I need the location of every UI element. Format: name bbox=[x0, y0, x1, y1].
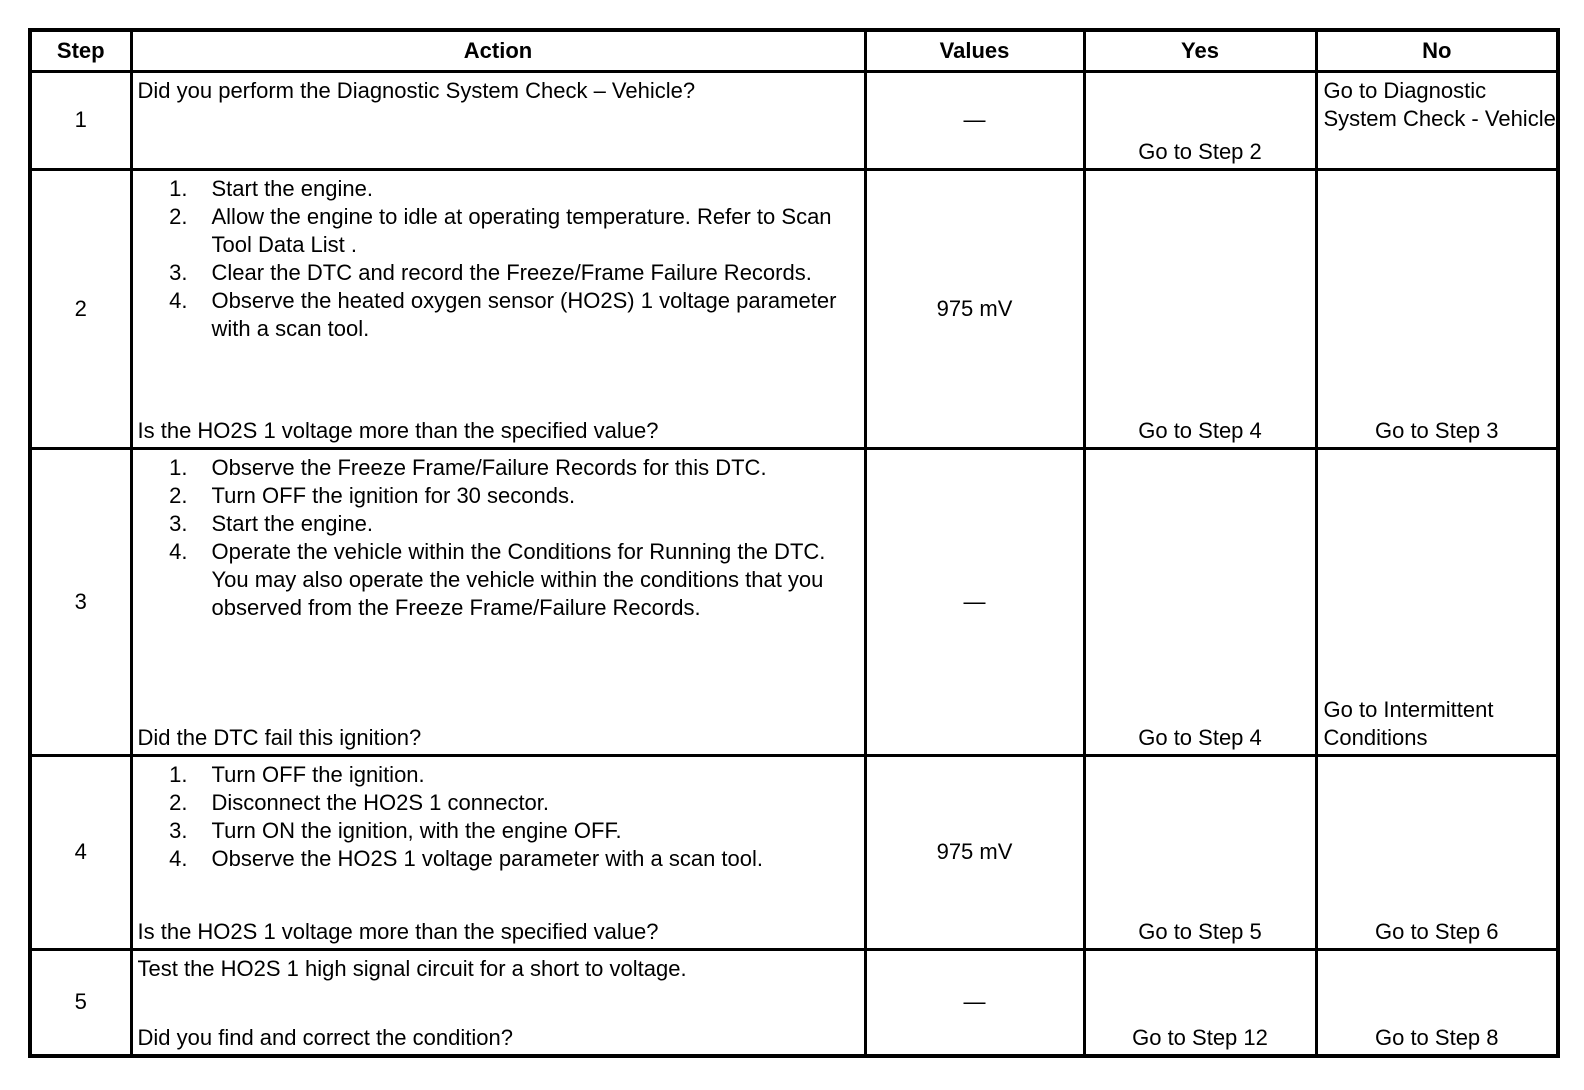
no-cell: Go to Step 8 bbox=[1316, 949, 1558, 1056]
substep-number: 2. bbox=[169, 789, 188, 815]
step-number: 5 bbox=[30, 949, 131, 1056]
table-row bbox=[30, 71, 1558, 169]
table-row bbox=[30, 949, 1558, 1056]
substep-number: 2. bbox=[169, 203, 188, 229]
step-number: 2 bbox=[30, 169, 131, 448]
list-item bbox=[138, 259, 860, 287]
table-row bbox=[30, 448, 1558, 755]
header-step: Step bbox=[30, 30, 131, 71]
action-cell bbox=[131, 448, 865, 755]
list-item bbox=[138, 538, 860, 622]
list-item bbox=[138, 482, 860, 510]
action-cell bbox=[131, 755, 865, 949]
substep-text: Disconnect the HO2S 1 connector. bbox=[211, 789, 550, 815]
substep-text: Operate the vehicle within the Conditions for Running the DTC. You may also operate the vehicle within the conditions that you observed from the Freeze Frame/Failure Records. bbox=[211, 538, 826, 620]
list-item bbox=[138, 510, 860, 538]
list-item bbox=[138, 203, 860, 259]
list-item bbox=[138, 789, 860, 817]
yes-cell: Go to Step 2 bbox=[1084, 71, 1316, 169]
substep-text: Observe the heated oxygen sensor (HO2S) 1 voltage parameter with a scan tool. bbox=[211, 287, 837, 341]
no-cell: Go to Diagnostic System Check - Vehicle bbox=[1316, 71, 1558, 169]
header-action: Action bbox=[131, 30, 865, 71]
action-question: Is the HO2S 1 voltage more than the specified value? bbox=[137, 918, 659, 944]
action-instruction: Did you perform the Diagnostic System Check – Vehicle? bbox=[137, 77, 696, 103]
table-row bbox=[30, 755, 1558, 949]
action-cell bbox=[131, 169, 865, 448]
substep-text: Observe the HO2S 1 voltage parameter with a scan tool. bbox=[211, 845, 764, 871]
action-instruction: Test the HO2S 1 high signal circuit for a short to voltage. bbox=[137, 955, 687, 981]
values-cell: 975 mV bbox=[865, 169, 1084, 448]
substep-number: 4. bbox=[169, 845, 188, 871]
action-cell bbox=[131, 71, 865, 169]
values-cell: — bbox=[865, 71, 1084, 169]
yes-cell: Go to Step 4 bbox=[1084, 448, 1316, 755]
yes-cell: Go to Step 12 bbox=[1084, 949, 1316, 1056]
step-number: 1 bbox=[30, 71, 131, 169]
no-cell: Go to Step 3 bbox=[1316, 169, 1558, 448]
action-question: Did the DTC fail this ignition? bbox=[137, 724, 422, 750]
substep-number: 3. bbox=[169, 817, 188, 843]
substep-text: Turn OFF the ignition for 30 seconds. bbox=[211, 482, 576, 508]
substep-text: Start the engine. bbox=[211, 175, 373, 201]
header-values: Values bbox=[865, 30, 1084, 71]
values-cell: — bbox=[865, 949, 1084, 1056]
substep-text: Allow the engine to idle at operating temperature. Refer to Scan Tool Data List . bbox=[211, 203, 832, 257]
list-item bbox=[138, 845, 860, 873]
substep-number: 4. bbox=[169, 287, 188, 313]
substep-number: 2. bbox=[169, 482, 188, 508]
list-item bbox=[138, 761, 860, 789]
no-cell: Go to Step 6 bbox=[1316, 755, 1558, 949]
diagnostic-table bbox=[28, 28, 1560, 1058]
substep-list bbox=[138, 454, 860, 622]
yes-cell: Go to Step 5 bbox=[1084, 755, 1316, 949]
substep-list bbox=[138, 175, 860, 343]
substep-number: 1. bbox=[169, 761, 188, 787]
action-question: Is the HO2S 1 voltage more than the specified value? bbox=[137, 417, 659, 443]
substep-text: Turn OFF the ignition. bbox=[211, 761, 425, 787]
yes-cell: Go to Step 4 bbox=[1084, 169, 1316, 448]
list-item bbox=[138, 175, 860, 203]
values-cell: — bbox=[865, 448, 1084, 755]
action-question: Did you find and correct the condition? bbox=[137, 1025, 513, 1050]
no-cell: Go to Intermittent Conditions bbox=[1316, 448, 1558, 755]
substep-number: 3. bbox=[169, 259, 188, 285]
substep-list bbox=[138, 761, 860, 873]
substep-text: Observe the Freeze Frame/Failure Records for this DTC. bbox=[211, 454, 767, 480]
list-item bbox=[138, 817, 860, 845]
substep-text: Clear the DTC and record the Freeze/Frame Failure Records. bbox=[211, 259, 812, 285]
list-item bbox=[138, 287, 860, 343]
header-yes: Yes bbox=[1084, 30, 1316, 71]
substep-number: 1. bbox=[169, 454, 188, 480]
substep-number: 3. bbox=[169, 510, 188, 536]
action-cell bbox=[131, 949, 865, 1056]
substep-text: Start the engine. bbox=[211, 510, 373, 536]
step-number: 4 bbox=[30, 755, 131, 949]
substep-number: 4. bbox=[169, 538, 188, 564]
list-item bbox=[138, 454, 860, 482]
values-cell: 975 mV bbox=[865, 755, 1084, 949]
table-row bbox=[30, 169, 1558, 448]
substep-text: Turn ON the ignition, with the engine OFF. bbox=[211, 817, 622, 843]
header-no: No bbox=[1316, 30, 1558, 71]
header-row bbox=[30, 30, 1558, 71]
step-number: 3 bbox=[30, 448, 131, 755]
substep-number: 1. bbox=[169, 175, 188, 201]
